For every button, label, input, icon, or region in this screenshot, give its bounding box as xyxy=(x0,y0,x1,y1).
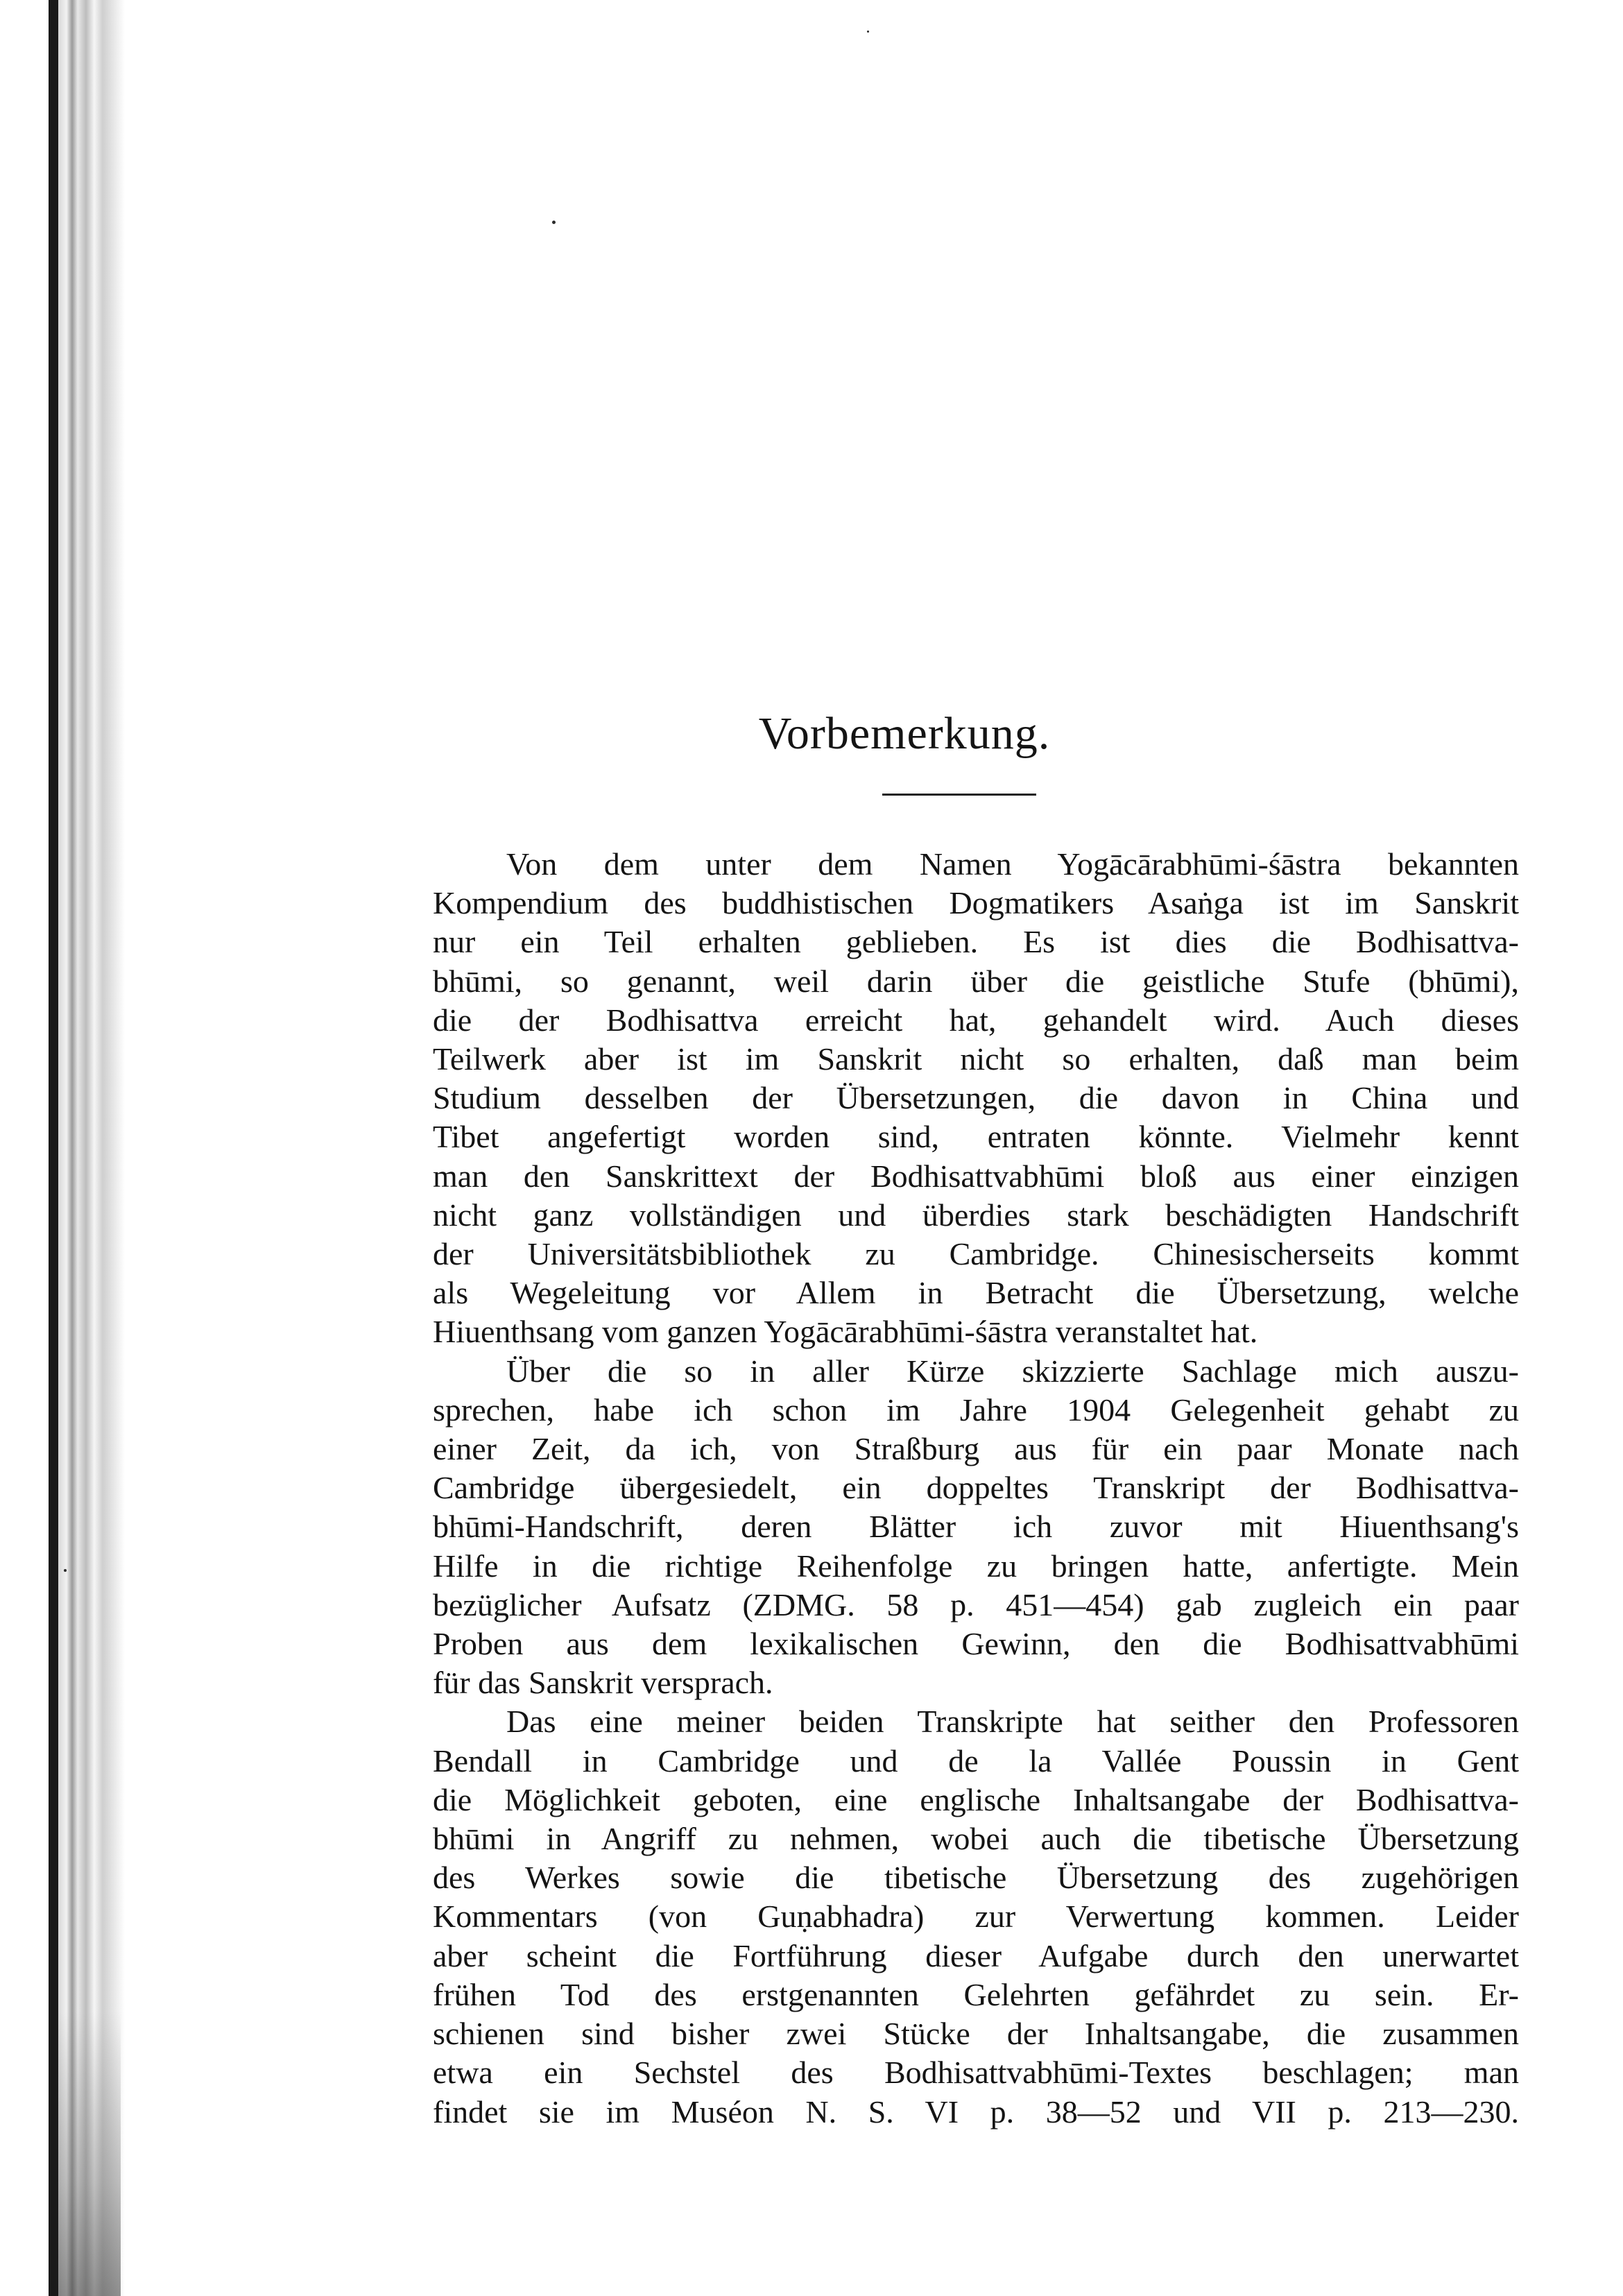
text-line: die der Bodhisattva erreicht hat, gehandelt wird. Auch dieses xyxy=(433,1002,1519,1038)
text-line: einer Zeit, da ich, von Straßburg aus für ein paar Monate nach xyxy=(433,1431,1519,1467)
print-speck xyxy=(64,1569,67,1572)
text-line: die Möglichkeit geboten, eine englische Inhaltsangabe der Bodhisattva- xyxy=(433,1781,1519,1817)
text-line: Tibet angefertigt worden sind, entraten könnte. Vielmehr kennt xyxy=(433,1119,1519,1155)
text-line: Hiuenthsang vom ganzen Yogācārabhūmi-śāstra veranstaltet hat. xyxy=(433,1314,1258,1350)
text-line: frühen Tod des erstgenannten Gelehrten gefährdet zu sein. Er- xyxy=(433,1976,1519,2012)
title-rule xyxy=(882,794,1036,796)
text-line: Bendall in Cambridge und de la Vallée Poussin in Gent xyxy=(433,1742,1519,1779)
text-line: nur ein Teil erhalten geblieben. Es ist dies die Bodhisattva- xyxy=(433,924,1519,960)
text-line: bhūmi-Handschrift, deren Blätter ich zuvor mit Hiuenthsang's xyxy=(433,1509,1519,1545)
text-line: Teilwerk aber ist im Sanskrit nicht so erhalten, daß man beim xyxy=(433,1041,1519,1077)
text-line: Über die so in aller Kürze skizzierte Sachlage mich auszu- xyxy=(506,1353,1519,1389)
body-text xyxy=(433,845,1519,2132)
text-line: bezüglicher Aufsatz (ZDMG. 58 p. 451—454) gab zugleich ein paar xyxy=(433,1586,1519,1622)
text-line: schienen sind bisher zwei Stücke der Inhaltsangabe, die zusammen xyxy=(433,2016,1519,2052)
text-line: des Werkes sowie die tibetische Übersetzung des zugehörigen xyxy=(433,1860,1519,1896)
text-line: man den Sanskrittext der Bodhisattvabhūmi bloß aus einer einzigen xyxy=(433,1158,1519,1194)
text-line: Hilfe in die richtige Reihenfolge zu bringen hatte, anfertigte. Mein xyxy=(433,1548,1519,1584)
text-line: der Universitätsbibliothek zu Cambridge. Chinesischerseits kommt xyxy=(433,1236,1519,1272)
text-line: bhūmi in Angriff zu nehmen, wobei auch die tibetische Übersetzung xyxy=(433,1821,1519,1857)
text-line: Das eine meiner beiden Transkripte hat seither den Professoren xyxy=(506,1704,1519,1740)
text-line: sprechen, habe ich schon im Jahre 1904 Gelegenheit gehabt zu xyxy=(433,1391,1519,1428)
page-title: Vorbemerkung. xyxy=(758,708,1051,759)
text-line: als Wegeleitung vor Allem in Betracht die Übersetzung, welche xyxy=(433,1275,1519,1311)
text-line: Kommentars (von Guṇabhadra) zur Verwertung kommen. Leider xyxy=(433,1899,1519,1935)
text-line: bhūmi, so genannt, weil darin über die geistliche Stufe (bhūmi), xyxy=(433,963,1519,999)
book-binding-edge xyxy=(0,0,125,2296)
text-line: Cambridge übergesiedelt, ein doppeltes Transkript der Bodhisattva- xyxy=(433,1470,1519,1506)
print-speck xyxy=(552,221,556,224)
text-line: Von dem unter dem Namen Yogācārabhūmi-śāstra bekannten xyxy=(506,846,1519,882)
binding-shadow xyxy=(58,2012,121,2296)
print-speck xyxy=(867,31,869,33)
text-line: Proben aus dem lexikalischen Gewinn, den die Bodhisattvabhūmi xyxy=(433,1626,1519,1662)
text-line: etwa ein Sechstel des Bodhisattvabhūmi-Textes beschlagen; man xyxy=(433,2055,1519,2091)
text-line: nicht ganz vollständigen und überdies stark beschädigten Handschrift xyxy=(433,1197,1519,1233)
text-line: findet sie im Muséon N. S. VI p. 38—52 und VII p. 213—230. xyxy=(433,2093,1519,2130)
text-line: Studium desselben der Übersetzungen, die davon in China und xyxy=(433,1080,1519,1116)
text-line: aber scheint die Fortführung dieser Aufgabe durch den unerwartet xyxy=(433,1937,1519,1973)
text-line: Kompendium des buddhistischen Dogmatikers Asaṅga ist im Sanskrit xyxy=(433,885,1519,921)
text-line: für das Sanskrit versprach. xyxy=(433,1665,773,1701)
